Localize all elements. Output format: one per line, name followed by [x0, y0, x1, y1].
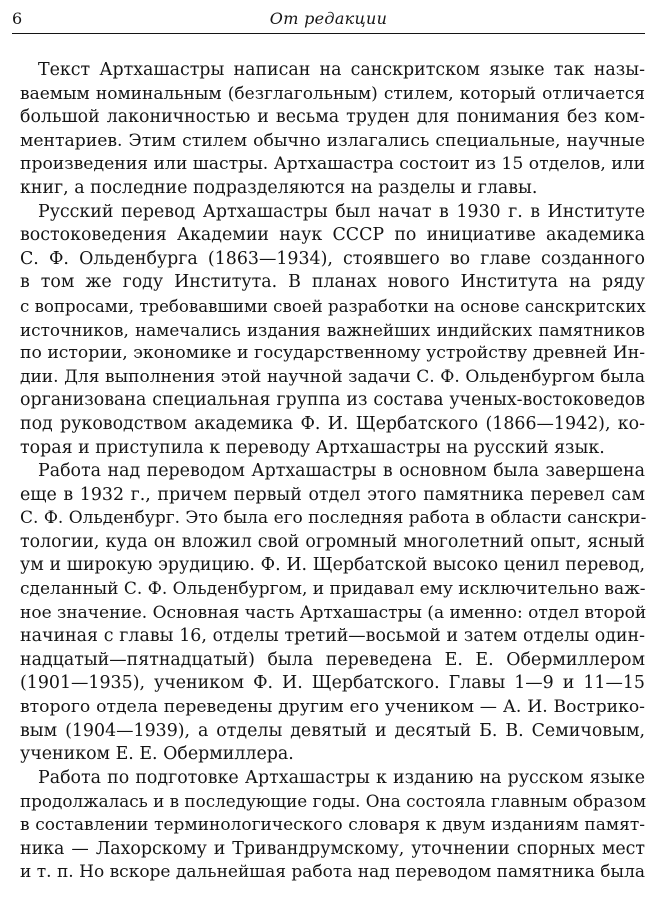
text-line: Текст Артхашастры написан на санскритском языке так назы- — [38, 60, 645, 80]
text-line: ум и широкую эрудицию. Ф. И. Щербатской высоко ценил перевод, — [20, 555, 645, 576]
text-line: ментариев. Этим стилем обычно излагались специальные, научные — [20, 130, 645, 151]
text-line: с вопросами, требовавшими своей разработки на основе санскритских — [20, 296, 646, 316]
text-line: торая и приступила к переводу Артхашастры на русский язык. — [20, 437, 605, 458]
text-line: большой лаконичностью и весьма труден для понимания без ком- — [20, 107, 645, 128]
text-line: организована специальная группа из состава ученых-востоковедов — [20, 390, 645, 411]
text-line: Русский перевод Артхашастры был начат в 1930 г. в Институте — [38, 201, 645, 222]
text-line: ваемым номинальным (безглагольным) стилем, который отличается — [20, 83, 645, 104]
text-line: произведения или шастры. Артхашастра состоит из 15 отделов, или — [20, 154, 646, 175]
text-line: востоковедения Академии наук СССР по инициативе академика — [20, 225, 645, 246]
text-line: начиная с главы 16, отделы третий—восьмой и затем отделы один- — [20, 626, 645, 647]
text-line: под руководством академика Ф. И. Щербатского (1866—1942), ко- — [20, 413, 645, 434]
text-line: учеником Е. Е. Обермиллера. — [20, 744, 294, 765]
text-line: дии. Для выполнения этой научной задачи С. Ф. Ольденбургом была — [20, 366, 645, 387]
text-line: Работа по подготовке Артхашастры к изданию на русском языке — [38, 767, 645, 788]
text-line: С. Ф. Ольденбурга (1863—1934), стоявшего во главе созданного — [20, 248, 645, 269]
text-line: второго отдела переведены другим его учеником — А. И. Вострико- — [20, 697, 645, 718]
text-line: в составлении терминологического словаря к двум изданиям памят- — [20, 815, 645, 835]
text-line: по истории, экономике и государственному устройству древней Ин- — [20, 343, 645, 364]
text-line: источников, намечались издания важнейших индийских памятников — [20, 319, 645, 340]
text-line: ника — Лахорскому и Тривандрумскому, уточнении спорных мест — [20, 838, 645, 859]
text-line: книг, а последние подразделяются на разделы и главы. — [20, 177, 538, 198]
text-line: вым (1904—1939), а отделы девятый и десятый Б. В. Семичовым, — [20, 720, 645, 741]
text-line: продолжалась и в последующие годы. Она состояла главным образом — [20, 791, 647, 812]
text-line: (1901—1935), учеником Ф. И. Щербатского. Главы 1—9 и 11—15 — [20, 673, 645, 694]
text-line: тологии, куда он вложил свой огромный многолетний опыт, ясный — [20, 531, 645, 552]
running-head: От редакции — [269, 9, 388, 28]
text-line: сделанный С. Ф. Ольденбургом, и придавал ему исключительно важ- — [20, 579, 646, 600]
text-line: ное значение. Основная часть Артхашастры (а именно: отдел второй — [20, 602, 647, 623]
text-line: Работа над переводом Артхашастры в основном была завершена — [38, 461, 645, 482]
text-line: надцатый—пятнадцатый) была переведена Е. Е. Обермиллером — [20, 649, 645, 670]
header-rule — [12, 33, 645, 34]
body-text — [20, 59, 645, 885]
text-line: в том же году Института. В планах нового Института на ряду — [20, 272, 645, 293]
text-line: и т. п. Но вскоре дальнейшая работа над переводом памятника была — [20, 862, 645, 883]
text-line: С. Ф. Ольденбург. Это была его последняя работа в области санскри- — [20, 508, 647, 529]
page-header — [12, 4, 645, 32]
page-number: 6 — [12, 9, 23, 28]
text-line: еще в 1932 г., причем первый отдел этого памятника перевел сам — [20, 484, 645, 505]
